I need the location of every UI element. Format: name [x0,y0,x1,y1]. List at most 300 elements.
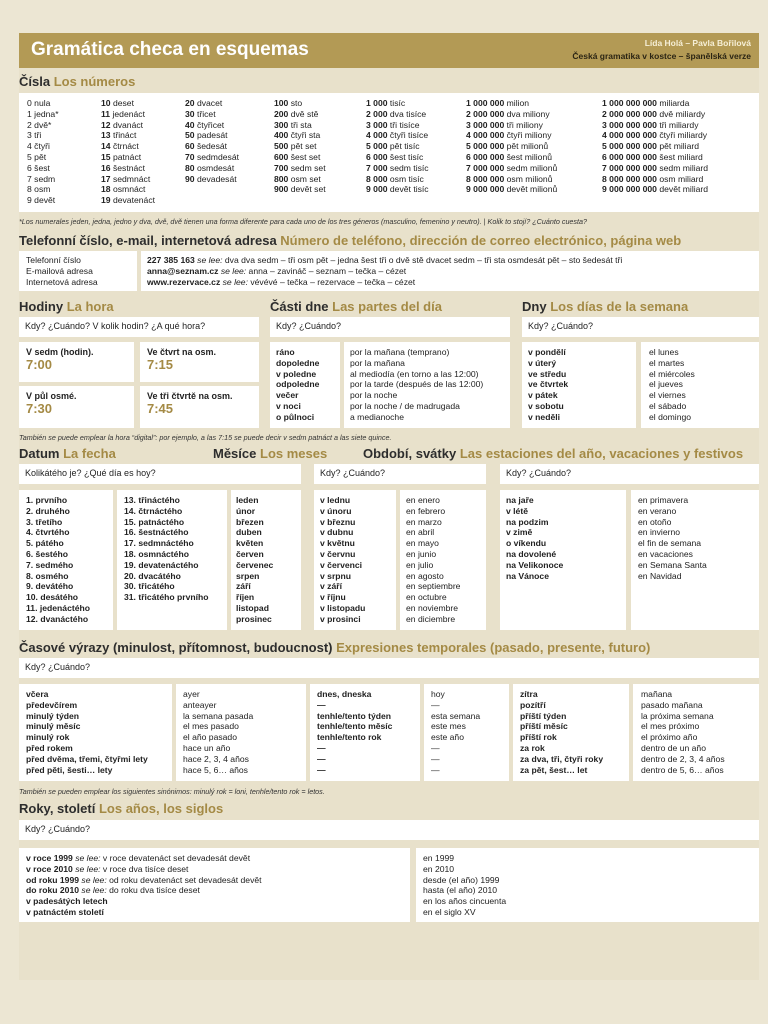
list-line: v březnu [320,516,356,527]
list-line: 5 000 pět tisíc [366,141,420,152]
list-line: en noviembre [406,602,459,613]
years-line: od roku 1999 se lee: od roku devatenáct set devadesát devět [26,874,262,885]
date-heading: Datum La fecha [19,446,116,461]
list-line: 3 000 000 tři miliony [466,119,543,130]
list-line: zítra [520,689,538,699]
list-line: dentro de 5, 6… años [641,764,724,775]
list-line: — [317,742,326,753]
expressions-heading: Časové výrazy (minulost, přítomnost, budoucnost) Expresiones temporales (pasado, presente, futuro) [19,640,651,655]
time-cell-label: V půl osmé. [26,391,77,401]
list-line: dnes, dneska [317,689,372,699]
list-line: v prosinci [320,613,361,624]
list-line: na dovolené [506,548,557,559]
list-line: hace 5, 6… años [183,764,248,775]
list-line: en 1999 [423,853,455,863]
time-cell-4 [140,386,259,428]
years-line: v padesátých letech [26,896,108,907]
time-cell-value: 7:15 [147,357,174,372]
months-es-box [400,490,486,630]
dayparts-question: Kdy? ¿Cuándo? [270,317,510,337]
list-line: v pátek [528,390,558,401]
list-line: říjen [236,592,255,603]
list-line: 30. třicátého [124,581,175,592]
list-line: 16 šestnáct [101,162,145,173]
expr-past-es [183,689,253,775]
date-col-1 [26,495,90,625]
list-line: 7 000 000 sedm milionů [466,162,558,173]
list-line: 9 000 000 devět milionů [466,184,558,195]
list-line: minulý týden [26,710,80,721]
list-line: 7. sedmého [26,559,74,570]
list-line: v květnu [320,538,355,549]
time-cell-value: 7:45 [147,401,174,416]
list-line: 12. dvanáctého [26,613,89,624]
list-line: mañana [641,689,673,699]
expr-present-cz-box [310,684,420,781]
expr-future-cz [520,689,603,775]
list-line: 50 padesát [185,130,228,141]
list-line: 5 000 000 pět milionů [466,141,549,152]
list-line: el lunes [649,347,679,357]
list-line: 1 000 tisíc [366,98,406,108]
list-line: en vacaciones [638,548,693,559]
list-line: anteayer [183,699,217,710]
list-line: tenhle/tento rok [317,732,382,743]
time-cell-1 [19,342,134,382]
list-line: 2 000 000 000 dvě miliardy [602,108,706,119]
months-cz [320,495,365,625]
months-heading: Měsíce Los meses [213,446,328,461]
years-line: do roku 2010 se lee: do roku dva tisíce deset [26,885,200,896]
seasons-es-box [631,490,759,630]
dayparts-cz [276,347,319,423]
list-line: 6 000 šest tisíc [366,151,424,162]
title-bar [19,33,759,68]
date-question: Kolikátého je? ¿Qué día es hoy? [19,464,301,484]
list-line: na Vánoce [506,570,549,581]
list-line: ve čtvrtek [528,379,569,390]
list-line: září [236,581,251,592]
list-line: en agosto [406,570,444,581]
list-line: la próxima semana [641,710,714,721]
list-line: v neděli [528,411,560,422]
dayparts-es-box [344,342,510,428]
expr-past-cz-box [19,684,172,781]
list-line: el próximo año [641,732,698,743]
list-line: 700 sedm set [274,162,326,173]
list-line: por la tarde (después de las 12:00) [350,379,484,390]
list-line: za rok [520,742,545,753]
list-line: odpoledne [276,379,320,390]
list-line: el mes próximo [641,721,700,732]
list-line: 15 patnáct [101,151,142,162]
list-line: por la noche / de madrugada [350,400,460,411]
list-line: tenhle/tento měsíc [317,721,393,732]
list-line: minulý rok [26,732,70,743]
list-line: en junio [406,548,437,559]
list-line: el viernes [649,390,686,401]
list-line: v poledne [276,368,317,379]
list-line: — [431,742,440,753]
months-names-box [231,490,301,630]
list-line: v červenci [320,559,363,570]
list-line: duben [236,527,262,538]
date-col-1-box [19,490,113,630]
list-line: 5 000 000 000 pět miliard [602,141,700,152]
list-line: 1 000 000 000 miliarda [602,98,690,108]
list-line: 11 jedenáct [101,108,145,119]
seasons-es [638,495,707,581]
list-line: srpen [236,570,260,581]
list-line: 6 šest [27,162,50,173]
list-line: la semana pasada [183,710,254,721]
list-line: ayer [183,689,200,699]
list-line: 4 000 000 čtyři miliony [466,130,552,141]
list-line: 8 000 000 000 osm miliard [602,173,704,184]
list-line: 2 000 dva tisíce [366,108,427,119]
authors: Lída Holá – Pavla Bořilová [644,38,751,48]
expr-future-es [641,689,725,775]
list-line: 3 tři [27,130,42,141]
list-line: 3 000 tři tisíce [366,119,420,130]
list-line: 1. prvního [26,495,68,505]
list-line: příští týden [520,710,567,721]
list-line: 3. třetího [26,516,63,527]
list-line: 14 čtrnáct [101,141,139,152]
list-line: 4 čtyři [27,141,50,152]
list-line: en octubre [406,592,447,603]
time-heading: Hodiny La hora [19,299,114,314]
weekdays-cz-box [522,342,636,428]
list-line: v dubnu [320,527,354,538]
list-line: por la noche [350,390,398,401]
list-line: 60 šedesát [185,141,228,152]
months-cz-box [314,490,396,630]
list-line: v noci [276,400,301,411]
list-line: 18. osmnáctého [124,548,189,559]
list-line: pozítří [520,699,546,710]
years-es-box [416,848,759,922]
list-line: na podzim [506,516,549,527]
list-line: před dvěma, třemi, čtyřmi lety [26,753,148,764]
list-line: ve středu [528,368,567,379]
time-question: Kdy? ¿Cuándo? V kolik hodin? ¿A qué hora? [19,317,259,337]
numbers-col-6 [466,98,557,195]
list-line: 900 devět set [274,184,326,195]
list-line: v létě [506,505,528,516]
list-line: dopoledne [276,357,320,368]
list-line: 13 třináct [101,130,137,141]
list-line: v únoru [320,505,352,516]
list-line: en mayo [406,538,439,549]
list-line: — [317,753,326,764]
list-line: Telefonní číslo [26,255,81,265]
list-line: o půlnoci [276,411,315,422]
list-line: na Velikonoce [506,559,564,570]
list-line: příští měsíc [520,721,568,732]
list-line: červen [236,548,264,559]
weekdays-heading: Dny Los días de la semana [522,299,689,314]
list-line: leden [236,495,259,505]
list-line: en abril [406,527,435,538]
list-line: por la mañana (temprano) [350,347,450,357]
list-line: listopad [236,602,269,613]
date-col-2 [124,495,209,603]
years-line: v roce 1999 se lee: v roce devatenáct set devadesát devět [26,853,251,863]
list-line: el sábado [649,400,687,411]
list-line: en enero [406,495,440,505]
list-line: este año [431,732,464,743]
list-line: v lednu [320,495,351,505]
list-line: — [431,699,440,710]
list-line: na jaře [506,495,534,505]
list-line: 6 000 000 000 šest miliard [602,151,703,162]
list-line: 20 dvacet [185,98,223,108]
list-line: 20. dvacátého [124,570,181,581]
months-names [236,495,273,625]
list-line: en febrero [406,505,446,516]
list-line: 12 dvanáct [101,119,144,130]
list-line: en primavera [638,495,689,505]
list-line: 500 pět set [274,141,317,152]
list-line: 70 sedmdesát [185,151,239,162]
list-line: 18 osmnáct [101,184,146,195]
list-line: hoy [431,689,445,699]
weekdays-question: Kdy? ¿Cuándo? [522,317,759,337]
list-line: en marzo [406,516,442,527]
time-cell-value: 7:30 [26,401,53,416]
list-line: 15. patnáctého [124,516,185,527]
list-line: hace un año [183,742,231,753]
list-line: desde (el año) 1999 [423,874,500,885]
years-line: v patnáctém století [26,906,104,917]
list-line: 10. desátého [26,592,79,603]
numbers-heading: Čísla Los números [19,74,136,89]
time-cell-label: V sedm (hodin). [26,347,94,357]
list-line: 4 000 čtyři tisíce [366,130,429,141]
dayparts-es [350,347,483,423]
list-line: příští rok [520,732,557,743]
list-line: hace 2, 3, 4 años [183,753,249,764]
contact-labels [26,255,98,287]
weekdays-es-box [641,342,759,428]
list-line: 19. devatenáctého [124,559,199,570]
list-line: 8 000 osm tisíc [366,173,424,184]
list-line: 9. devátého [26,581,74,592]
list-line: 3 000 000 000 tři miliardy [602,119,699,130]
list-line: 600 šest set [274,151,321,162]
expressions-question: Kdy? ¿Cuándo? [19,658,759,678]
list-line: 2 000 000 dva miliony [466,108,550,119]
list-line: el domingo [649,411,692,422]
list-line: 10 deset [101,98,134,108]
time-cell-2 [140,342,259,382]
list-line: v říjnu [320,592,346,603]
time-cell-label: Ve čtvrt na osm. [147,347,217,357]
time-note: También se puede emplear la hora “digital”: por ejemplo, a las 7:15 se puede decir v sedm patnáct a las siete quince. [19,433,392,442]
list-line: en los años cincuenta [423,896,507,907]
list-line: červenec [236,559,274,570]
list-line: v zimě [506,527,533,538]
years-line: v roce 2010 se lee: v roce dva tisíce deset [26,863,189,874]
contact-labels-box [19,251,137,291]
date-col-2-box [117,490,227,630]
list-line: březen [236,516,264,527]
weekdays-es [649,347,695,423]
expr-past-cz [26,689,148,775]
list-line: el martes [649,357,685,368]
list-line: 1 jedna* [27,108,59,119]
list-line: v srpnu [320,570,352,581]
years-es [423,853,506,918]
list-line: únor [236,505,256,516]
expr-present-es-box [424,684,509,781]
numbers-col-5 [366,98,429,195]
list-line: 8 000 000 osm milionů [466,173,553,184]
list-line: večer [276,390,299,401]
list-line: 13. třináctého [124,495,180,505]
list-line: 4. čtvrtého [26,527,70,538]
time-cell-label: Ve tři čtvrtě na osm. [147,391,233,401]
list-line: Internetová adresa [26,276,98,287]
expr-present-cz [317,689,392,775]
list-line: — [431,764,440,775]
expr-present-es [431,689,480,775]
list-line: 80 osmdesát [185,162,235,173]
list-line: 800 osm set [274,173,321,184]
time-cell-3 [19,386,134,428]
list-line: 7 sedm [27,173,56,184]
list-line: en diciembre [406,613,456,624]
list-line: 400 čtyři sta [274,130,321,141]
list-line: 9 devět [27,195,56,206]
expr-future-es-box [633,684,759,781]
list-line: el mes pasado [183,721,239,732]
numbers-col-1 [27,98,59,206]
list-line: za dva, tři, čtyři roky [520,753,604,764]
list-line: 9 000 000 000 devět miliard [602,184,709,195]
list-line: al mediodía (en torno a las 12:00) [350,368,479,379]
list-line: este mes [431,721,466,732]
months-es [406,495,460,625]
list-line: el año pasado [183,732,237,743]
dayparts-cz-box [270,342,340,428]
list-line: en el siglo XV [423,906,476,917]
list-line: 1 000 000 milion [466,98,530,108]
list-line: 8. osmého [26,570,69,581]
book-subtitle: Česká gramatika v kostce – španělská verze [572,51,751,61]
years-heading: Roky, století Los años, los siglos [19,801,224,816]
contact-values [147,255,622,287]
list-line: por la mañana [350,357,405,368]
time-cell-value: 7:00 [26,357,53,372]
list-line: esta semana [431,710,481,721]
list-line: — [431,753,440,764]
list-line: en otoño [638,516,672,527]
weekdays-cz [528,347,568,423]
list-line: 9 000 devět tisíc [366,184,429,195]
list-line: v sobotu [528,400,564,411]
seasons-cz-box [500,490,626,630]
years-cz [26,853,262,918]
expr-future-cz-box [513,684,629,781]
list-line: 6. šestého [26,548,69,559]
list-line: 4 000 000 000 čtyři miliardy [602,130,708,141]
years-question: Kdy? ¿Cuándo? [19,820,759,840]
numbers-box [19,93,759,212]
list-line: — [317,699,326,710]
list-line: 300 tři sta [274,119,312,130]
seasons-cz [506,495,563,581]
list-line: dentro de un año [641,742,706,753]
list-line: 31. třicátého prvního [124,592,209,603]
list-line: za pět, šest… let [520,764,588,775]
expr-past-es-box [176,684,306,781]
list-line: el fin de semana [638,538,702,549]
list-line: el miércoles [649,368,695,379]
list-line: en julio [406,559,434,570]
list-line: en 2010 [423,863,455,874]
list-line: 5 pět [27,151,47,162]
list-line: tenhle/tento týden [317,710,392,721]
list-line: 7 000 000 000 sedm miliard [602,162,709,173]
list-line: en invierno [638,527,681,538]
list-line: ráno [276,347,295,357]
list-line: v úterý [528,357,557,368]
numbers-note: *Los numerales jeden, jedna, jedno y dva, dvě, dvě tienen una forma diferente para cada uno de los tres géneros (masculino, femenino y neutro). | Kolik to stojí? ¿Cuánto cuesta? [19,217,588,226]
list-line: květen [236,538,264,549]
list-line: včera [26,689,49,699]
list-line: 2 dvě* [27,119,52,130]
list-line: 19 devatenáct [101,195,155,206]
list-line: před pěti, šesti… lety [26,764,113,775]
list-line: el jueves [649,379,683,390]
list-line: v pondělí [528,347,566,357]
seasons-heading: Období, svátky Las estaciones del año, vacaciones y festivos [363,446,744,461]
dayparts-heading: Části dne Las partes del día [270,299,442,314]
list-line: předevčírem [26,699,78,710]
years-cz-box [19,848,410,922]
list-line: a medianoche [350,411,404,422]
list-line: v červnu [320,548,356,559]
list-line: v listopadu [320,602,366,613]
list-line: 17 sedmnáct [101,173,151,184]
list-line: hasta (el año) 2010 [423,885,498,896]
expressions-note: También se pueden emplear los siguientes sinónimos: minulý rok = loni, tenhle/tento rok = letos. [19,787,325,796]
list-line: v září [320,581,342,592]
list-line: en septiembre [406,581,461,592]
list-line: anna@seznam.cz se lee: anna – zavináč – seznam – tečka – cézet [147,265,407,276]
list-line: 6 000 000 šest milionů [466,151,552,162]
numbers-col-2 [101,98,155,206]
seasons-question: Kdy? ¿Cuándo? [500,464,759,484]
numbers-col-4 [274,98,326,195]
list-line: 14. čtrnáctého [124,505,183,516]
list-line: 17. sedmnáctého [124,538,194,549]
list-line: 7 000 sedm tisíc [366,162,429,173]
list-line: 5. pátého [26,538,64,549]
list-line: 90 devadesát [185,173,237,184]
list-line: en Semana Santa [638,559,707,570]
list-line: 40 čtyřicet [185,119,225,130]
list-line: pasado mañana [641,699,703,710]
list-line: dentro de 2, 3, 4 años [641,753,725,764]
list-line: 200 dvě stě [274,108,319,119]
list-line: minulý měsíc [26,721,81,732]
months-question: Kdy? ¿Cuándo? [314,464,486,484]
list-line: 0 nula [27,98,51,108]
contact-values-box [141,251,759,291]
